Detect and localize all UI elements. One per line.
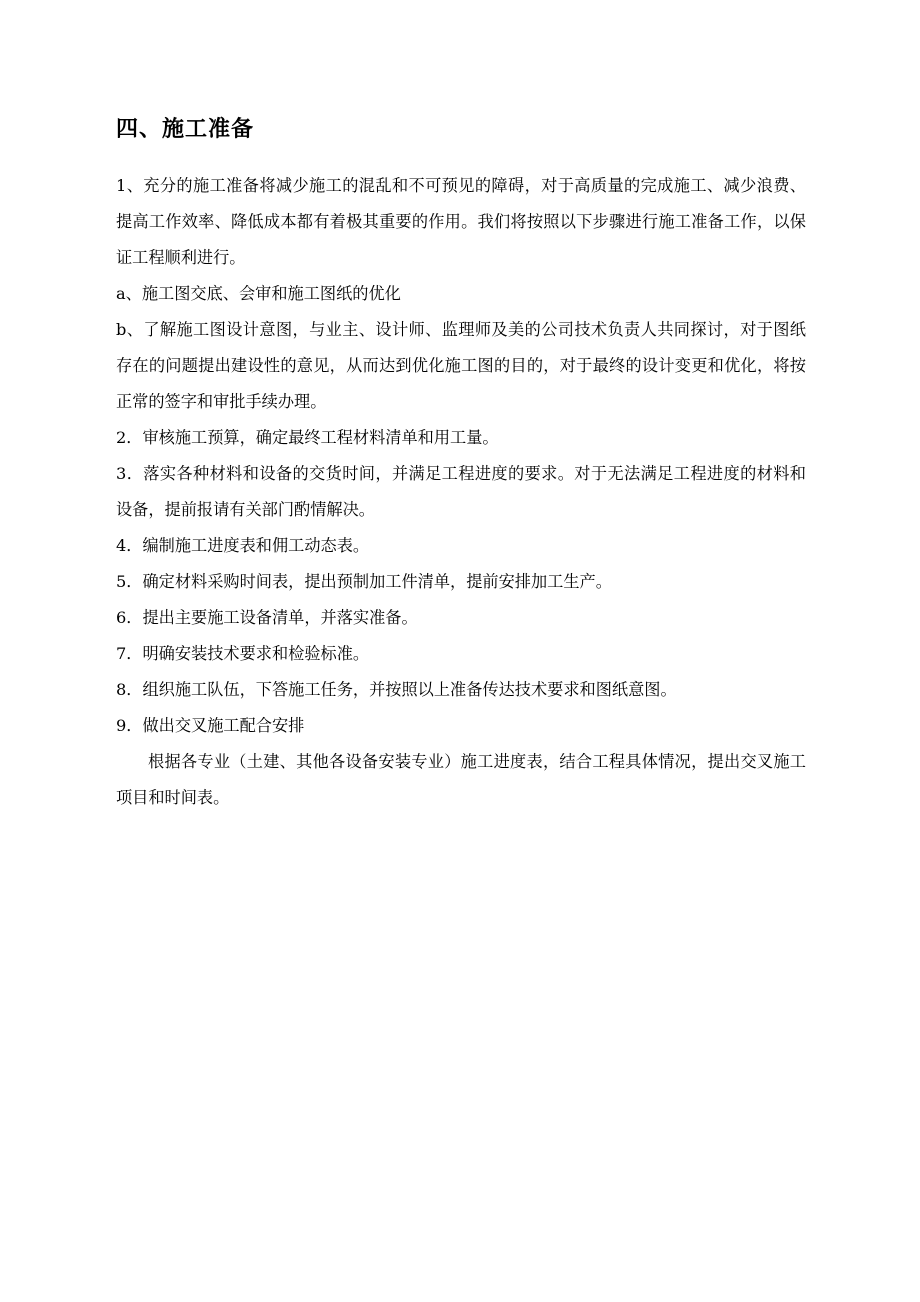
paragraph-item-a: a、施工图交底、会审和施工图纸的优化	[116, 284, 401, 303]
paragraph-item-6: 6．提出主要施工设备清单，并落实准备。	[116, 608, 418, 627]
paragraph-item-8: 8．组织施工队伍，下答施工任务，并按照以上准备传达技术要求和图纸意图。	[116, 680, 677, 699]
body-text	[116, 168, 806, 816]
paragraph-item-b: b、了解施工图设计意图，与业主、设计师、监理师及美的公司技术负责人共同探讨，对于图纸存在的问题提出建设性的意见，从而达到优化施工图的目的，对于最终的设计变更和优化，将按正常的签字和审批手续办理。	[116, 320, 806, 411]
section-heading: 四、施工准备	[116, 117, 255, 142]
paragraph-item-2: 2．审核施工预算，确定最终工程材料清单和用工量。	[116, 428, 499, 447]
paragraph-item-9-detail: 根据各专业（土建、其他各设备安装专业）施工进度表，结合工程具体情况，提出交叉施工项目和时间表。	[116, 752, 806, 807]
paragraph-intro: 1、充分的施工准备将减少施工的混乱和不可预见的障碍，对于高质量的完成施工、减少浪费、提高工作效率、降低成本都有着极其重要的作用。我们将按照以下步骤进行施工准备工作，以保证工程顺利进行。	[116, 176, 806, 267]
paragraph-item-9: 9．做出交叉施工配合安排	[116, 716, 305, 735]
paragraph-item-5: 5．确定材料采购时间表，提出预制加工件清单，提前安排加工生产。	[116, 572, 612, 591]
paragraph-item-7: 7．明确安装技术要求和检验标准。	[116, 644, 370, 663]
paragraph-item-4: 4．编制施工进度表和佣工动态表。	[116, 536, 370, 555]
paragraph-item-3: 3．落实各种材料和设备的交货时间，并满足工程进度的要求。对于无法满足工程进度的材料和设备，提前报请有关部门酌情解决。	[116, 464, 806, 519]
